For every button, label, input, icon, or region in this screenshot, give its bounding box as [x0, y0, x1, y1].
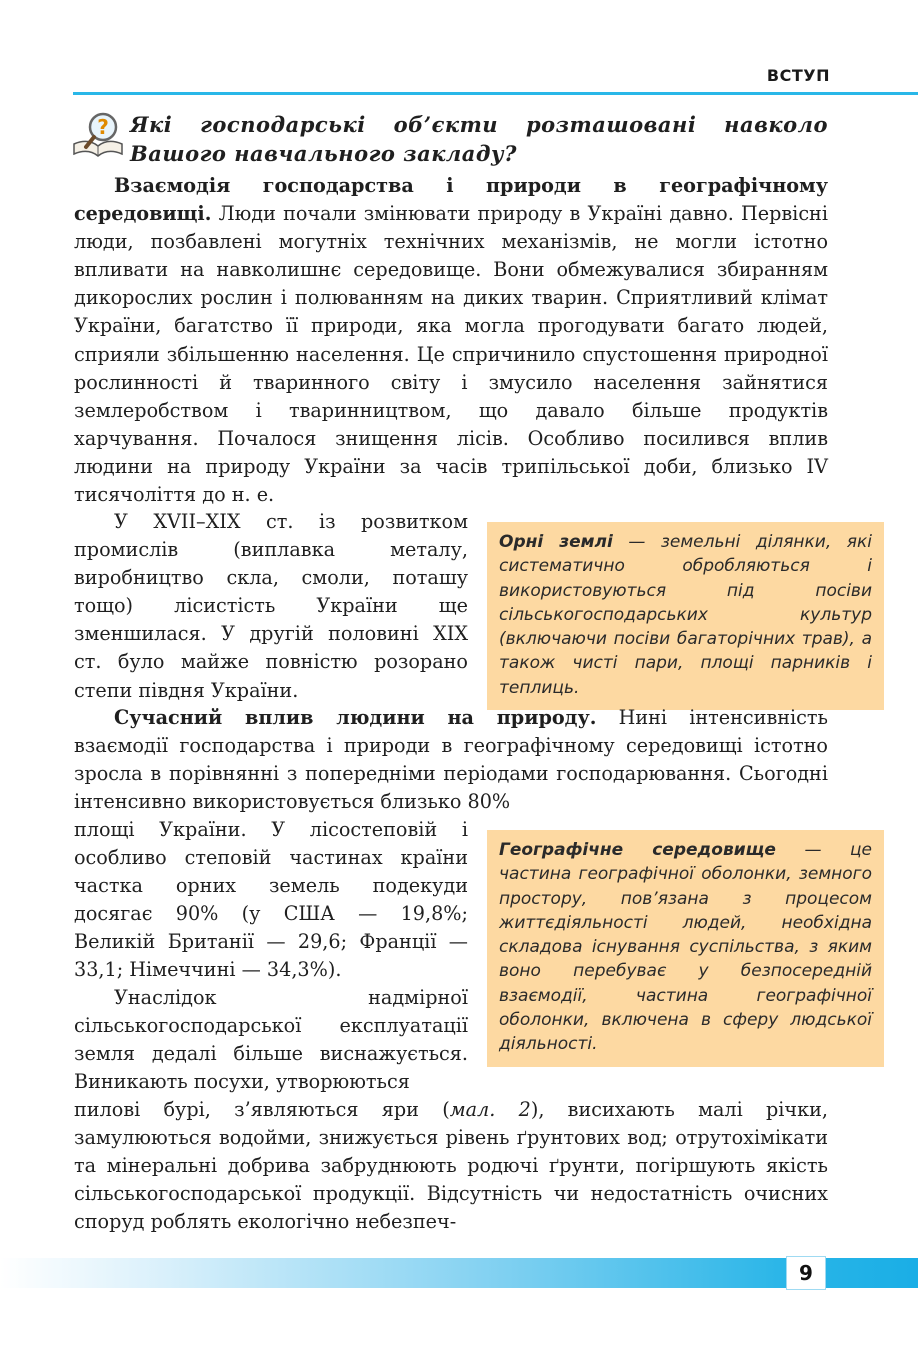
paragraph-text: ), висихають малі річки, замулюються водойми, знижується рівень ґрунтових вод; отрутохімікати та мінеральні добрива забруднюють родючі ґрунти, погіршують якість сільськогосподарської продукції. Відсутність чи недостатність очисних споруд роблять екологічно небезпеч- — [74, 1098, 828, 1234]
section-title: ВСТУП — [766, 66, 830, 85]
footer-band — [0, 1258, 918, 1288]
figure-reference: мал. 2 — [449, 1098, 531, 1121]
paragraph-intro — [74, 172, 828, 509]
definition-term: Географічне середовище — [499, 840, 776, 860]
paragraph-text: Нині інтенсивність взаємодії господарства і природи в географічному середовищі істотно зросла в порівнянні з попередніми періодами господарювання. Сьогодні інтенсивно використовується близько 80% — [74, 706, 828, 814]
paragraph-text: Люди почали змінювати природу в Україні давно. Первісні люди, позбавлені могутніх технічних механізмів, не могли істотно впливати на навколишнє середовище. Вони обмежувалися збиранням дикорослих рослин і полюванням на диких тварин. Сприятливий клімат України, багатство її природи, яка могла прогодувати багато людей, сприяли збільшенню населення. Це спричинило спустошення природної рослинності й тваринного світу і змусило населення зайнятися землеробством і тваринництвом, що давало більше продуктів харчування. Почалося знищення лісів. Особливо посилився вплив людини на природу України за часів трипільської доби, близько IV тисячоліття до н. е. — [74, 202, 828, 507]
paragraph-heading: Сучасний вплив людини на природу. — [114, 706, 597, 729]
definition-text: — це частина географічної оболонки, земного простору, пов’язана з процесом життєдіяльності людей, необхідна складова існування суспільства, з яким воно перебуває у безпосередній взаємодії, частина географічної оболонки, включена в сферу людської діяльності. — [499, 840, 872, 1055]
definition-box-arable-land — [487, 522, 884, 710]
definition-text: — земельні ділянки, які систематично обробляються і використовуються під посіви сільськогосподарських культур (включаючи посіви багаторічних трав), а також чисті пари, площі парників і теплиць. — [499, 532, 872, 698]
question-icon — [70, 110, 126, 158]
header-rule — [73, 92, 918, 95]
paragraph-modern-impact-cont: площі України. У лісостеповій і особливо степовій частинах країни частка орних земель подекуди досягає 90% (у США — 19,8%; Великій Британії — 29,6; Франції — 33,1; Німеччині — 34,3%). — [74, 818, 468, 982]
paragraph-history: У XVII–XIX ст. із розвитком промислів (виплавка металу, виробництво скла, смоли, поташу тощо) лісистість України ще зменшилася. У другій половині XIX ст. було майже повністю розорано степи півдня України. — [74, 510, 468, 702]
svg-text:?: ? — [97, 115, 109, 139]
paragraph-text: пилові бурі, з’являються яри ( — [74, 1098, 450, 1121]
paragraph-heading: Взаємодія господарства і природи в географічному середовищі. — [74, 174, 828, 226]
question-text: Які господарські об’єкти розташовані навколо Вашого навчального закладу? — [130, 112, 828, 166]
definition-box-geographic-environment — [487, 830, 884, 1067]
paragraph-consequences-cont — [74, 1096, 828, 1236]
paragraph-modern-impact — [74, 704, 828, 816]
page-number: 9 — [786, 1256, 826, 1290]
paragraph-consequences: Унаслідок надмірної сільськогосподарської експлуатації земля дедалі більше виснажується. Виникають посухи, утворюються — [74, 986, 468, 1094]
definition-term: Орні землі — [499, 532, 613, 552]
